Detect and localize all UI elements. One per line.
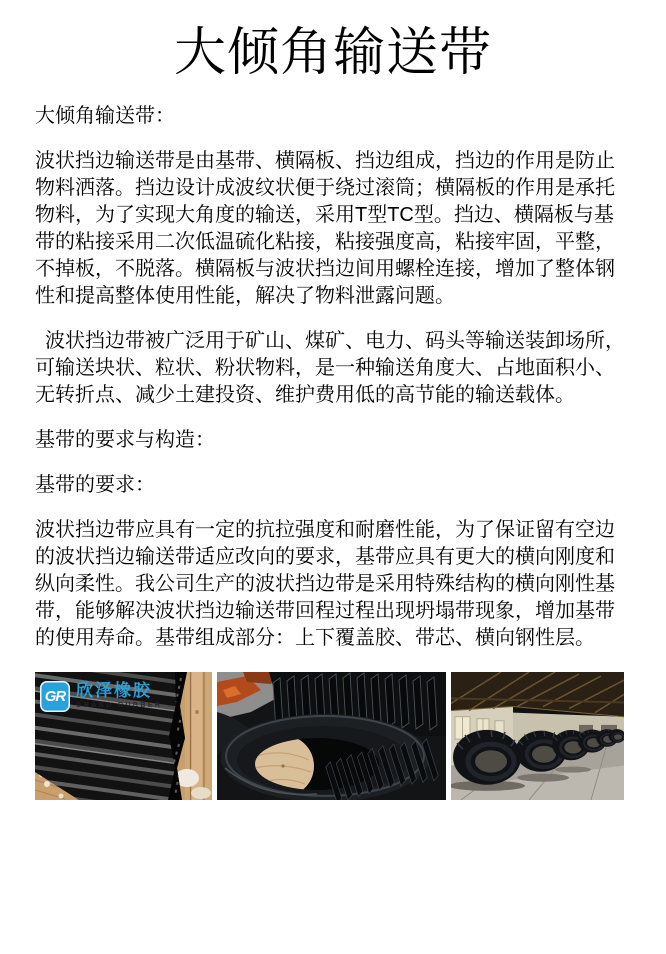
brand-logo <box>40 681 162 712</box>
paragraph-intro-label: 大倾角输送带： <box>35 105 175 127</box>
paragraph-baseband-heading: 基带的要求与构造： <box>35 429 215 451</box>
product-photo-sidewall-closeup <box>35 672 212 800</box>
brand-name-en: GRAND RUBBER <box>76 702 163 709</box>
brand-text <box>76 681 162 710</box>
paragraph-baseband-detail: 波状挡边带应具有一定的抗拉强度和耐磨性能，为了保证留有空边的波状挡边输送带适应改向的要求，基带应具有更大的横向刚度和纵向柔性。我公司生产的波状挡边带是采用特殊结构的横向刚性基带，能够解决波状挡边输送带回程过程出现坍塌带现象，增加基带的使用寿命。基带组成部分：上下覆盖胶、带芯、横向钢性层。 <box>35 519 615 649</box>
brand-monogram-icon: GR <box>40 681 70 712</box>
factory-hall-illustration <box>451 672 624 800</box>
product-photo-gallery <box>35 672 631 800</box>
page-title: 大倾角输送带 <box>173 24 492 82</box>
product-photo-factory-hall <box>451 672 624 800</box>
belt-roll-illustration <box>217 672 446 800</box>
paragraph-structure: 波状挡边输送带是由基带、横隔板、挡边组成，挡边的作用是防止物料洒落。挡边设计成波纹状便于绕过滚筒；横隔板的作用是承托物料，为了实现大角度的输送，采用T型TC型。挡边、横隔板与基带的粘接采用二次低温硫化粘接，粘接强度高，粘接牢固，平整，不掉板，不脱落。横隔板与波状挡边间用螺栓连接，增加了整体钢性和提高整体使用性能，解决了物料泄露问题。 <box>35 150 615 307</box>
paragraph-applications: 波状挡边带被广泛用于矿山、煤矿、电力、码头等输送装卸场所，可输送块状、粒状、粉状物料，是一种输送角度大、占地面积小、无转折点、减少土建投资、维护费用低的高节能的输送载体。 <box>35 330 625 406</box>
article-body <box>35 103 631 800</box>
product-photo-belt-roll <box>217 672 446 800</box>
brand-name-cn: 欣泽橡胶 <box>76 681 152 700</box>
paragraph-baseband-req-heading: 基带的要求： <box>35 474 155 496</box>
